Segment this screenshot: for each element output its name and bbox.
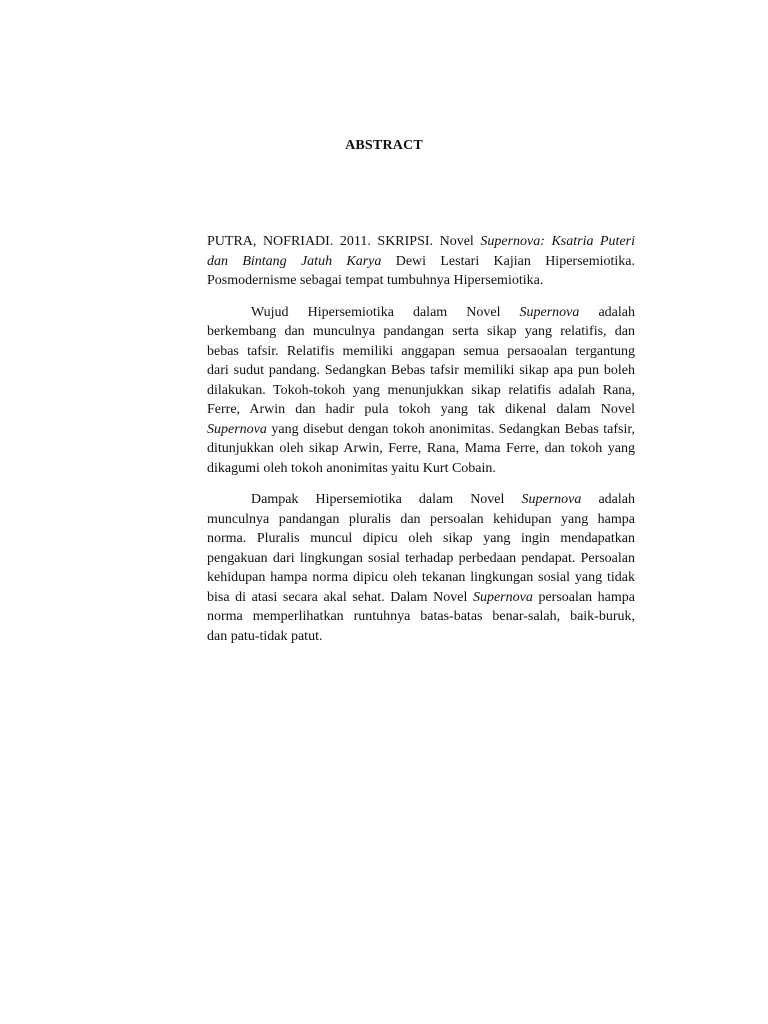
text-line: pengakuan dari lingkungan sosial terhadap perbedaan pendapat. Persoalan <box>207 550 635 566</box>
text-line: Ferre, Arwin dan hadir pula tokoh yang tak dikenal dalam Novel <box>207 402 635 417</box>
text-line: PUTRA, NOFRIADI. 2011. SKRIPSI. Novel Supernova: Ksatria Puteri <box>207 234 635 249</box>
text-line: dilakukan. Tokoh-tokoh yang menunjukkan sikap relatifis adalah Rana, <box>207 382 635 398</box>
text-line: berkembang dan munculnya pandangan serta sikap yang relatifis, dan <box>207 324 635 339</box>
text-line: norma memperlihatkan runtuhnya batas-batas benar-salah, baik-buruk, <box>207 609 635 624</box>
text-line: Wujud Hipersemiotika dalam Novel Supernova adalah <box>251 304 635 320</box>
text-line: dikagumi oleh tokoh anonimitas yaitu Kurt Cobain. <box>207 460 496 476</box>
text-line: bisa di atasi secara akal sehat. Dalam Novel Supernova persoalan hampa <box>207 589 635 605</box>
text-line: Supernova yang disebut dengan tokoh anonimitas. Sedangkan Bebas tafsir, <box>207 421 635 437</box>
text-line: bebas tafsir. Relatifis memiliki anggapan semua persaoalan tergantung <box>207 343 635 359</box>
text-line: dari sudut pandang. Sedangkan Bebas tafsir memiliki sikap apa pun boleh <box>207 363 635 378</box>
text-line: Dampak Hipersemiotika dalam Novel Supernova adalah <box>251 492 635 507</box>
abstract-title: ABSTRACT <box>345 138 423 153</box>
text-line: ditunjukkan oleh sikap Arwin, Ferre, Rana, Mama Ferre, dan tokoh yang <box>207 441 635 456</box>
text-line: munculnya pandangan pluralis dan persoalan kehidupan yang hampa <box>207 511 635 527</box>
paragraph-wujud <box>207 303 635 479</box>
bibliographic-paragraph <box>207 232 635 291</box>
text-line: dan Bintang Jatuh Karya Dewi Lestari Kajian Hipersemiotika. <box>207 253 636 269</box>
paragraph-dampak <box>207 490 635 646</box>
text-line: Posmodernisme sebagai tempat tumbuhnya Hipersemiotika. <box>207 273 544 288</box>
abstract-body <box>207 232 635 646</box>
text-line: norma. Pluralis muncul dipicu oleh sikap yang ingin mendapatkan <box>207 531 635 546</box>
text-line: kehidupan hampa norma dipicu oleh tekanan lingkungan sosial yang tidak <box>207 570 635 585</box>
text-line: dan patu-tidak patut. <box>207 628 323 644</box>
